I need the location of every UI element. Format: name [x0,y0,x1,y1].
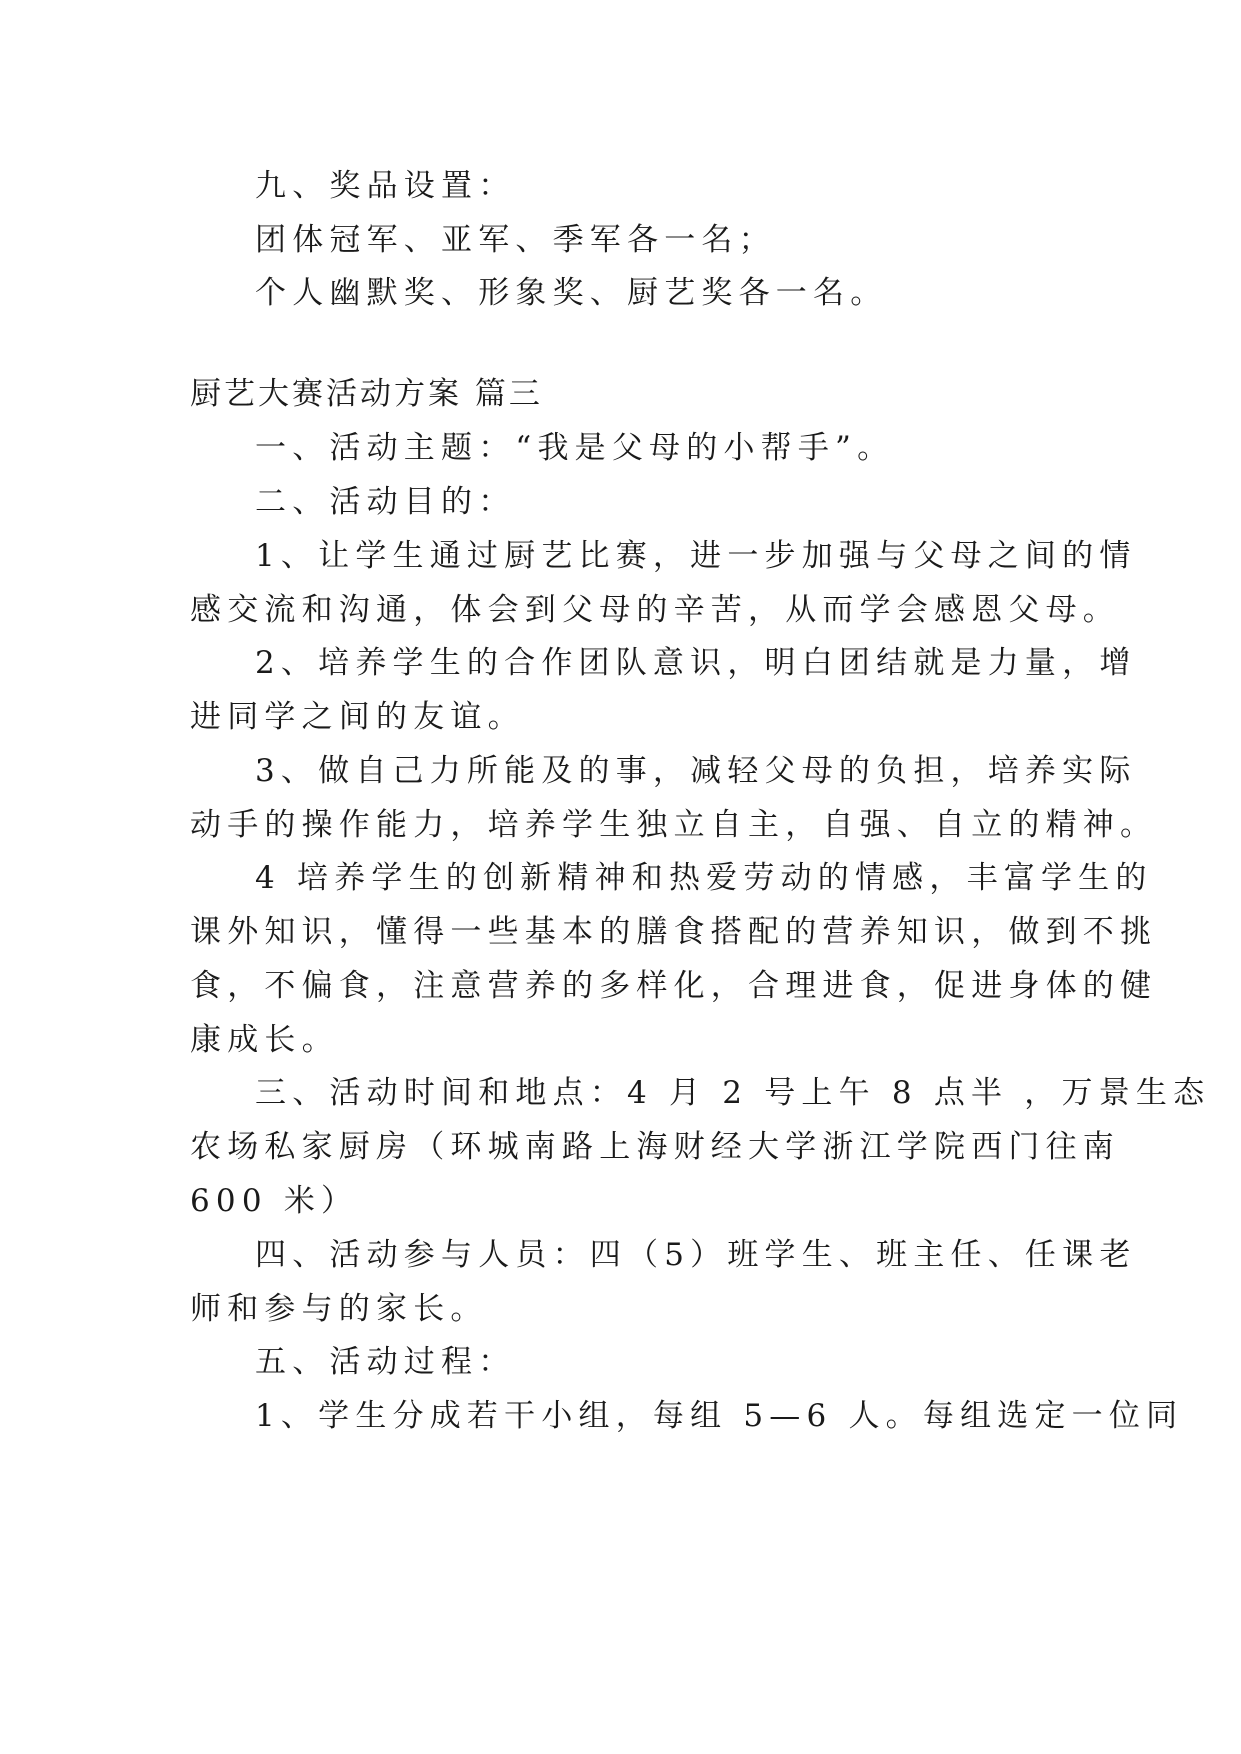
section-heading-purpose: 二、活动目的： [255,484,516,520]
paragraph-line: 进同学之间的友谊。 [190,699,525,735]
document-title: 厨艺大赛活动方案 篇三 [190,376,543,412]
paragraph-line: 4 培养学生的创新精神和热爱劳动的情感，丰富学生的 [255,860,1153,896]
paragraph-line: 2、培养学生的合作团队意识，明白团结就是力量，增 [255,645,1137,681]
paragraph-line: 农场私家厨房（环城南路上海财经大学浙江学院西门往南 [190,1129,1120,1165]
section-heading-process: 五、活动过程： [255,1344,516,1380]
paragraph-line: 600 米） [190,1183,359,1219]
section-heading-prizes: 九、奖品设置： [255,168,516,204]
section-heading-theme: 一、活动主题：“我是父母的小帮手”。 [255,430,895,466]
paragraph-line: 个人幽默奖、形象奖、厨艺奖各一名。 [255,275,888,311]
section-heading-participants: 四、活动参与人员：四（5）班学生、班主任、任课老 [255,1237,1137,1273]
paragraph-line: 1、学生分成若干小组，每组 5—6 人。每组选定一位同 [255,1398,1184,1434]
paragraph-line: 3、做自己力所能及的事，减轻父母的负担，培养实际 [255,753,1137,789]
paragraph-line: 课外知识，懂得一些基本的膳食搭配的营养知识，做到不挑 [190,914,1158,950]
paragraph-line: 师和参与的家长。 [190,1291,488,1327]
paragraph-line: 食，不偏食，注意营养的多样化，合理进食，促进身体的健 [190,968,1158,1004]
section-heading-time-place: 三、活动时间和地点：4 月 2 号上午 8 点半 ，万景生态 [255,1075,1211,1111]
paragraph-line: 感交流和沟通，体会到父母的辛苦，从而学会感恩父母。 [190,592,1120,628]
paragraph-line: 动手的操作能力，培养学生独立自主，自强、自立的精神。 [190,807,1158,843]
paragraph-line: 1、让学生通过厨艺比赛，进一步加强与父母之间的情 [255,538,1137,574]
paragraph-line: 团体冠军、亚军、季军各一名； [255,222,776,258]
paragraph-line: 康成长。 [190,1022,339,1058]
